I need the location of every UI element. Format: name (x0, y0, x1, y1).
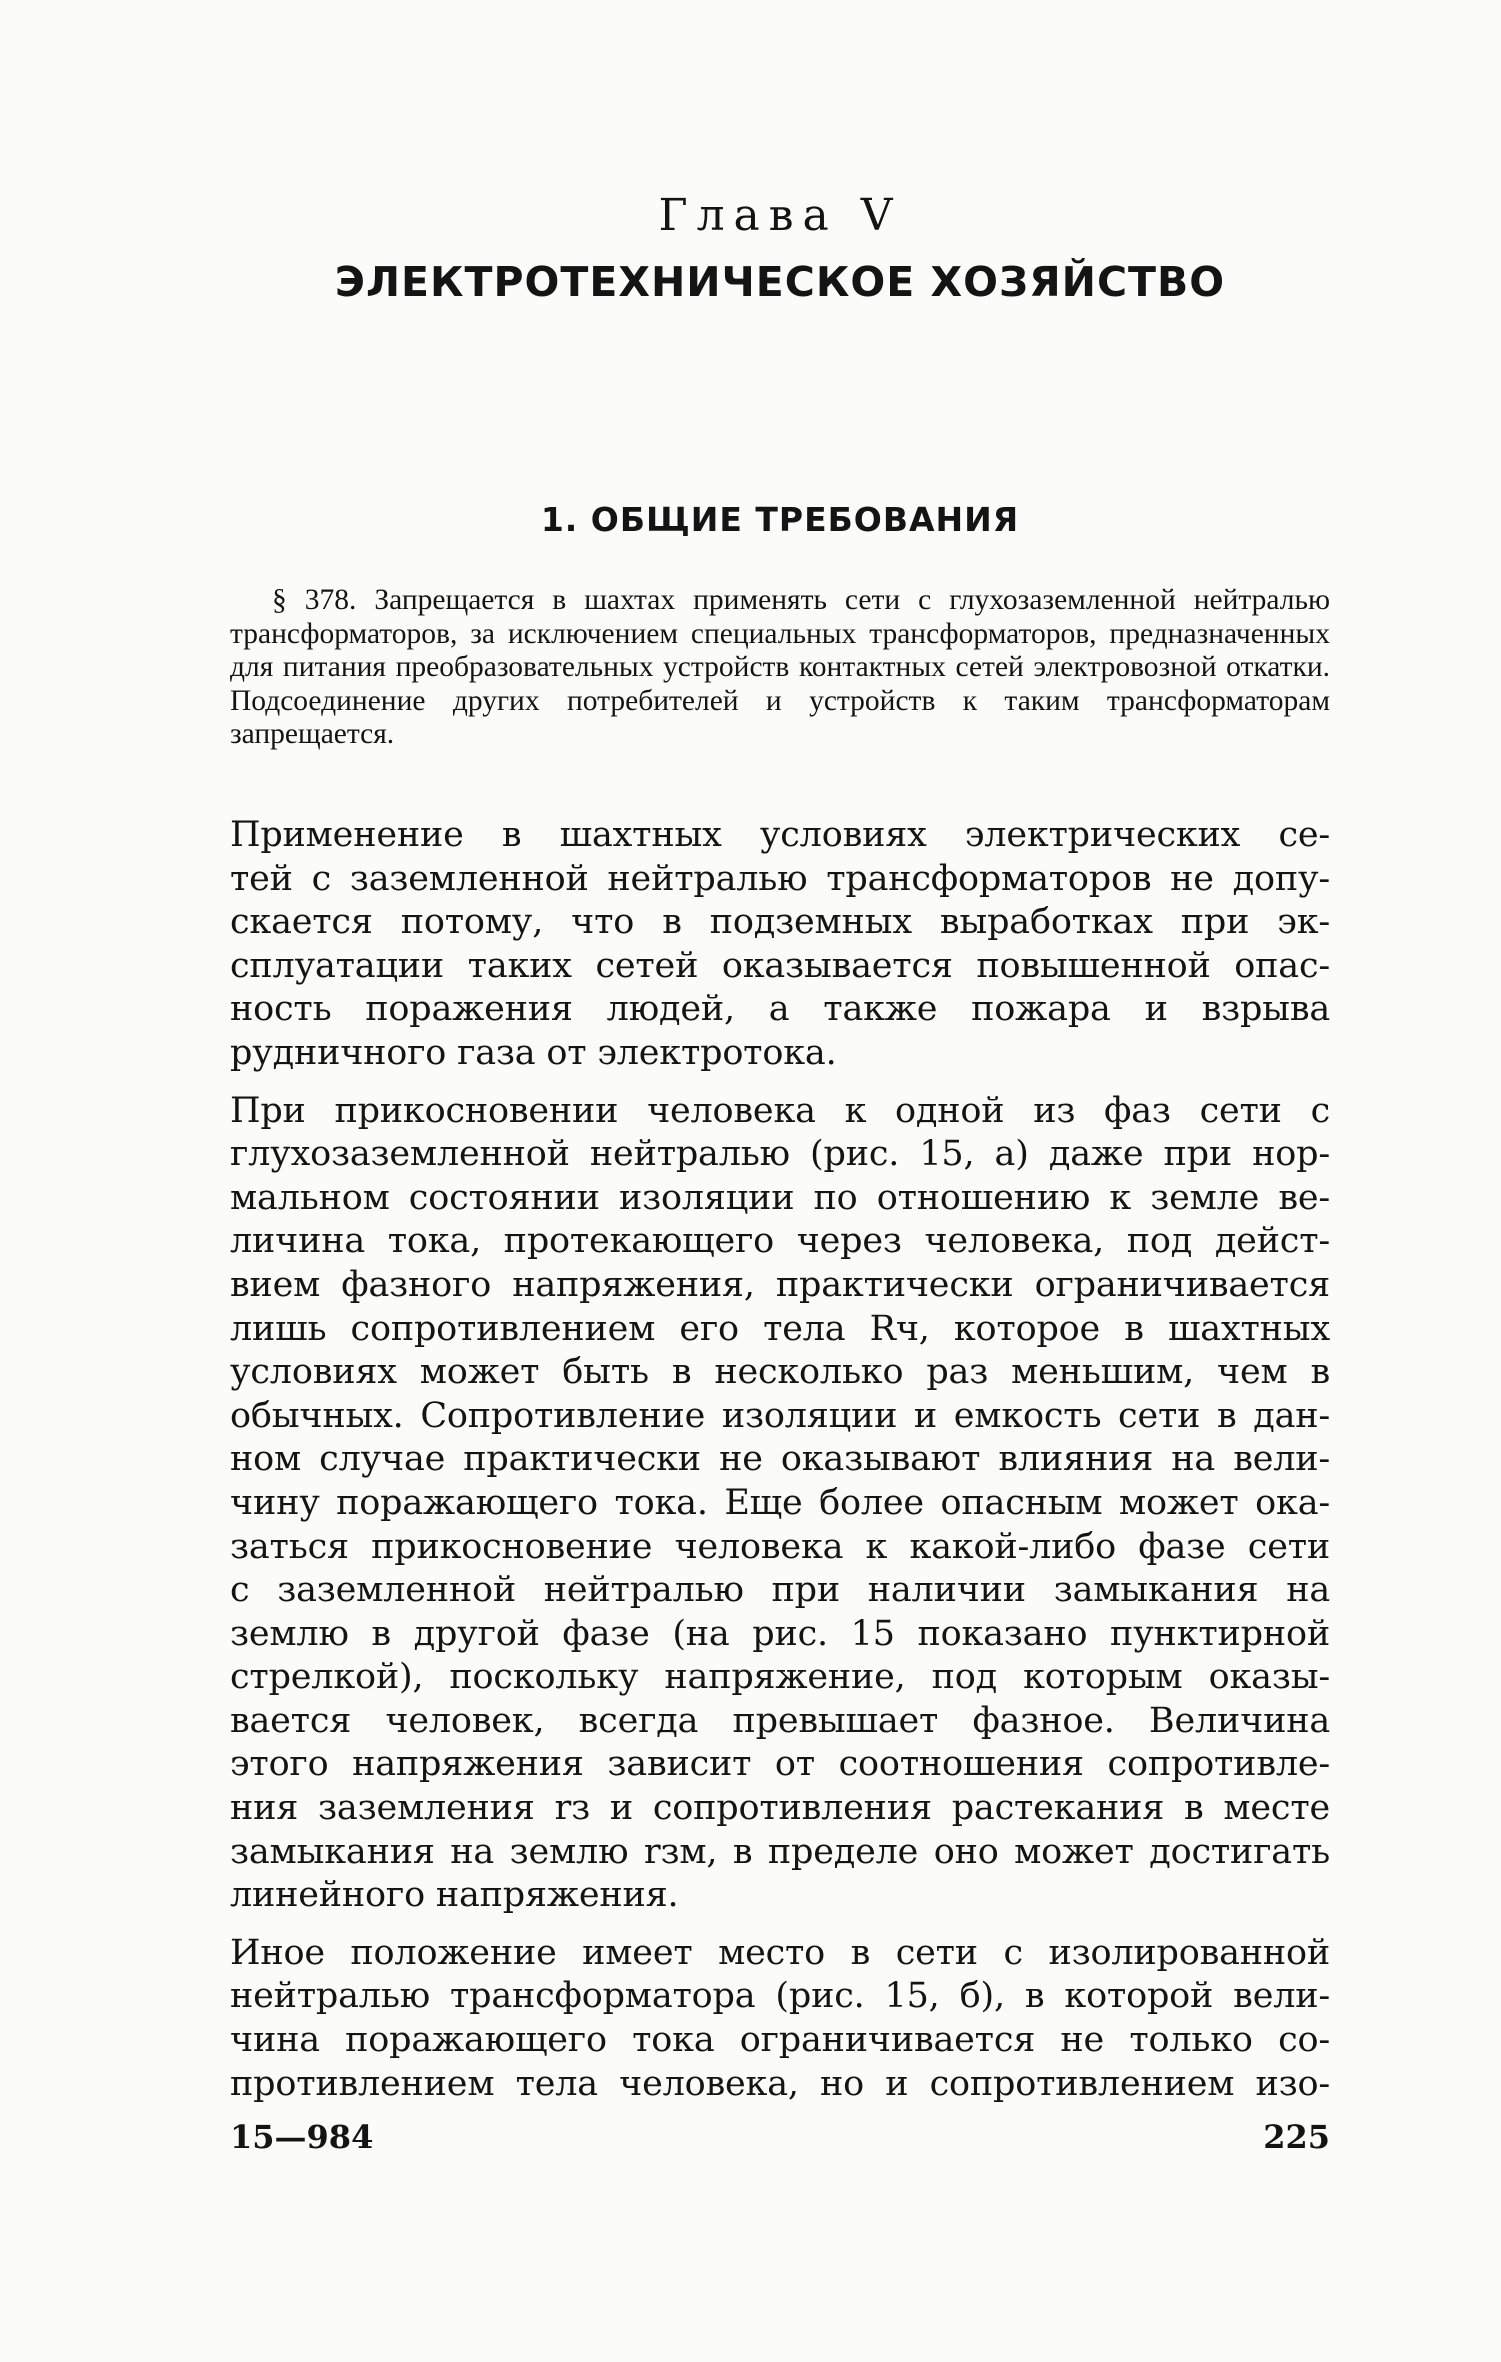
text-line: лишь сопротивлением его тела Rч, которое в шахтных (230, 1308, 1330, 1349)
text-line: личина тока, протекающего через человека, под дейст- (230, 1221, 1330, 1262)
text-line: противлением тела человека, но и сопротивлением изо- (230, 2063, 1330, 2104)
section-title: 1. ОБЩИЕ ТРЕБОВАНИЯ (540, 500, 1020, 539)
text-line: заться прикосновение человека к какой-либо фазе сети (230, 1526, 1330, 1567)
text-line: сплуатации таких сетей оказывается повышенной опас- (230, 945, 1330, 986)
text-line: ность поражения людей, а также пожара и взрыва (230, 989, 1330, 1030)
text-line: глухозаземленной нейтралью (рис. 15, а) даже при нор- (230, 1134, 1330, 1175)
text-line: рудничного газа от электротока. (230, 1032, 837, 1073)
text-line: линейного напряжения. (230, 1875, 679, 1916)
text-line: ния заземления rз и сопротивления растекания в месте (230, 1788, 1330, 1829)
commentary-paragraph-2 (230, 1090, 1330, 1918)
text-line: чина поражающего тока ограничивается не только со- (230, 2020, 1330, 2061)
text-line: замыкания на землю rзм, в пределе оно может достигать (230, 1831, 1330, 1872)
text-line: землю в другой фазе (на рис. 15 показано пунктирной (230, 1613, 1330, 1654)
book-page (230, 0, 1330, 2362)
text-line: этого напряжения зависит от соотношения сопротивле- (230, 1744, 1330, 1785)
commentary-text (230, 814, 1330, 2120)
text-line: с заземленной нейтралью при наличии замыкания на (230, 1570, 1330, 1611)
text-line: вием фазного напряжения, практически ограничивается (230, 1264, 1330, 1305)
text-line: Применение в шахтных условиях электрических се- (230, 815, 1330, 855)
rule-378-text: § 378. Запрещается в шахтах применять сети с глухозаземленной нейтралью трансформаторов, за исключением специальных трансформаторов, предназначенных для питания преобразовательных устройств контактных сетей электровозной откатки. Подсоединение других потребителей и устройств к таким трансформаторам запрещается. (230, 584, 1330, 750)
chapter-label: Глава V (658, 190, 902, 241)
text-line: условиях может быть в несколько раз меньшим, чем в (230, 1352, 1330, 1393)
commentary-paragraph-1 (230, 814, 1330, 1076)
text-line: стрелкой), поскольку напряжение, под которым оказы- (230, 1657, 1330, 1698)
page-number: 225 (1263, 2118, 1330, 2156)
chapter-title: ЭЛЕКТРОТЕХНИЧЕСКОЕ ХОЗЯЙСТВО (334, 258, 1226, 306)
text-line: обычных. Сопротивление изоляции и емкость сети в дан- (230, 1395, 1330, 1436)
text-line: мальном состоянии изоляции по отношению к земле ве- (230, 1177, 1330, 1218)
text-line: Иное положение имеет место в сети с изолированной (230, 1932, 1330, 1973)
printer-signature: 15—984 (230, 2118, 374, 2156)
rule-paragraph (230, 584, 1330, 752)
text-line: ном случае практически не оказывают влияния на вели- (230, 1439, 1330, 1480)
text-line: тей с заземленной нейтралью трансформаторов не допу- (230, 858, 1330, 899)
text-line: нейтралью трансформатора (рис. 15, б), в которой вели- (230, 1976, 1330, 2017)
text-line: вается человек, всегда превышает фазное. Величина (230, 1700, 1330, 1741)
text-line: При прикосновении человека к одной из фаз сети с (230, 1090, 1330, 1131)
text-line: чину поражающего тока. Еще более опасным может ока- (230, 1482, 1330, 1523)
commentary-paragraph-3 (230, 1932, 1330, 2106)
text-line: скается потому, что в подземных выработках при эк- (230, 902, 1330, 943)
